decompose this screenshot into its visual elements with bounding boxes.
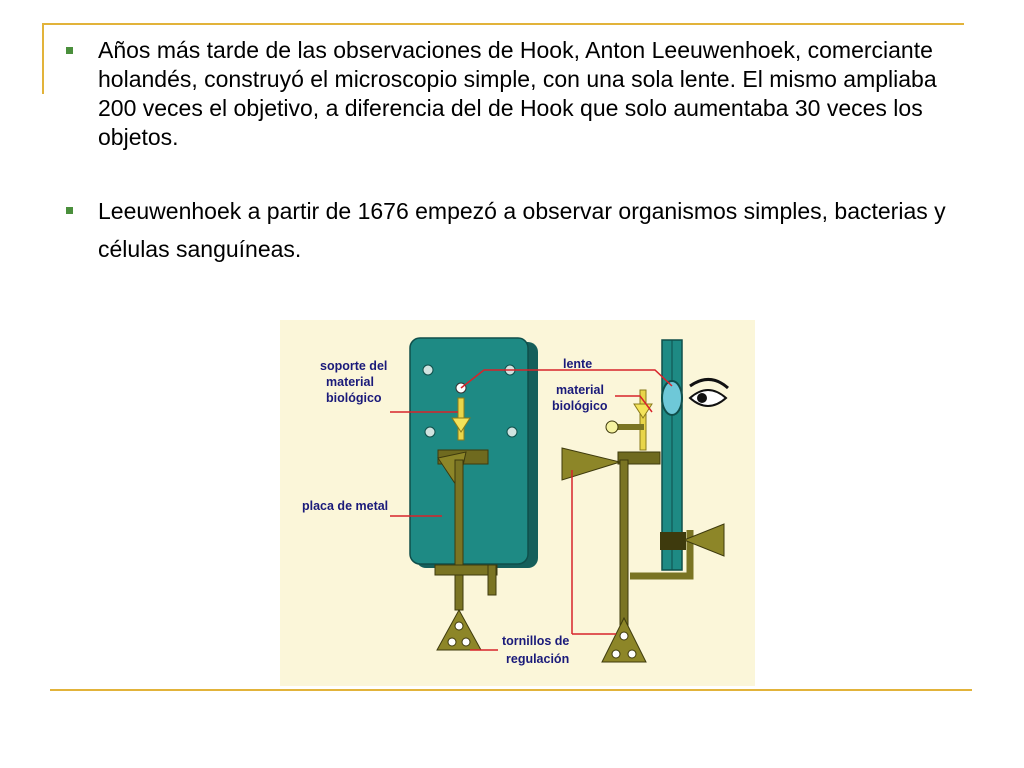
vertical-rod-front xyxy=(455,460,463,610)
eyebrow-icon xyxy=(690,379,728,388)
screw-icon xyxy=(455,622,463,630)
top-rule xyxy=(42,23,964,25)
square-bullet-icon xyxy=(66,47,73,54)
wing-screw-side xyxy=(562,448,620,480)
screw-icon xyxy=(606,421,618,433)
label-lente: lente xyxy=(563,357,593,371)
screw-icon xyxy=(462,638,470,646)
screw-icon xyxy=(425,427,435,437)
bullet-text: Años más tarde de las observaciones de Hook, Anton Leeuwenhoek, comerciante holandés, construyó el microscopio simple, con una sola lente. El mismo ampliaba 200 veces el objetivo, a diferencia del de Hook que solo aumentaba 30 veces los objetos. xyxy=(98,37,937,150)
screw-icon xyxy=(448,638,456,646)
specimen-tip-side xyxy=(634,404,652,418)
eye-pupil-icon xyxy=(697,393,707,403)
label-material-2: biológico xyxy=(552,399,608,413)
label-soporte-2: material xyxy=(326,375,374,389)
bottom-rule xyxy=(50,689,972,691)
screw-icon xyxy=(423,365,433,375)
side-clamp xyxy=(660,532,686,550)
label-soporte-1: soporte del xyxy=(320,359,388,373)
screw-icon xyxy=(620,632,628,640)
left-rule xyxy=(42,23,44,94)
side-rod-front xyxy=(488,565,496,595)
eye-icon xyxy=(690,390,726,406)
label-placa: placa de metal xyxy=(302,499,389,513)
bullet-text: Leeuwenhoek a partir de 1676 empezó a observar organismos simples, bacterias y células sanguíneas. xyxy=(98,198,946,262)
bullet-list xyxy=(66,36,966,268)
vertical-rod-side xyxy=(620,460,628,635)
label-soporte-3: biológico xyxy=(326,391,382,405)
bullet-item xyxy=(66,36,966,152)
microscope-figure xyxy=(280,320,755,686)
label-tornillos-2: regulación xyxy=(506,652,570,666)
microscope-diagram xyxy=(280,320,755,686)
screw-icon xyxy=(612,650,620,658)
bullet-item xyxy=(66,192,966,268)
label-material-1: material xyxy=(556,383,604,397)
lens-side-icon xyxy=(662,381,682,415)
screw-icon xyxy=(628,650,636,658)
square-bullet-icon xyxy=(66,207,73,214)
screw-icon xyxy=(507,427,517,437)
label-tornillos-1: tornillos de xyxy=(502,634,570,648)
